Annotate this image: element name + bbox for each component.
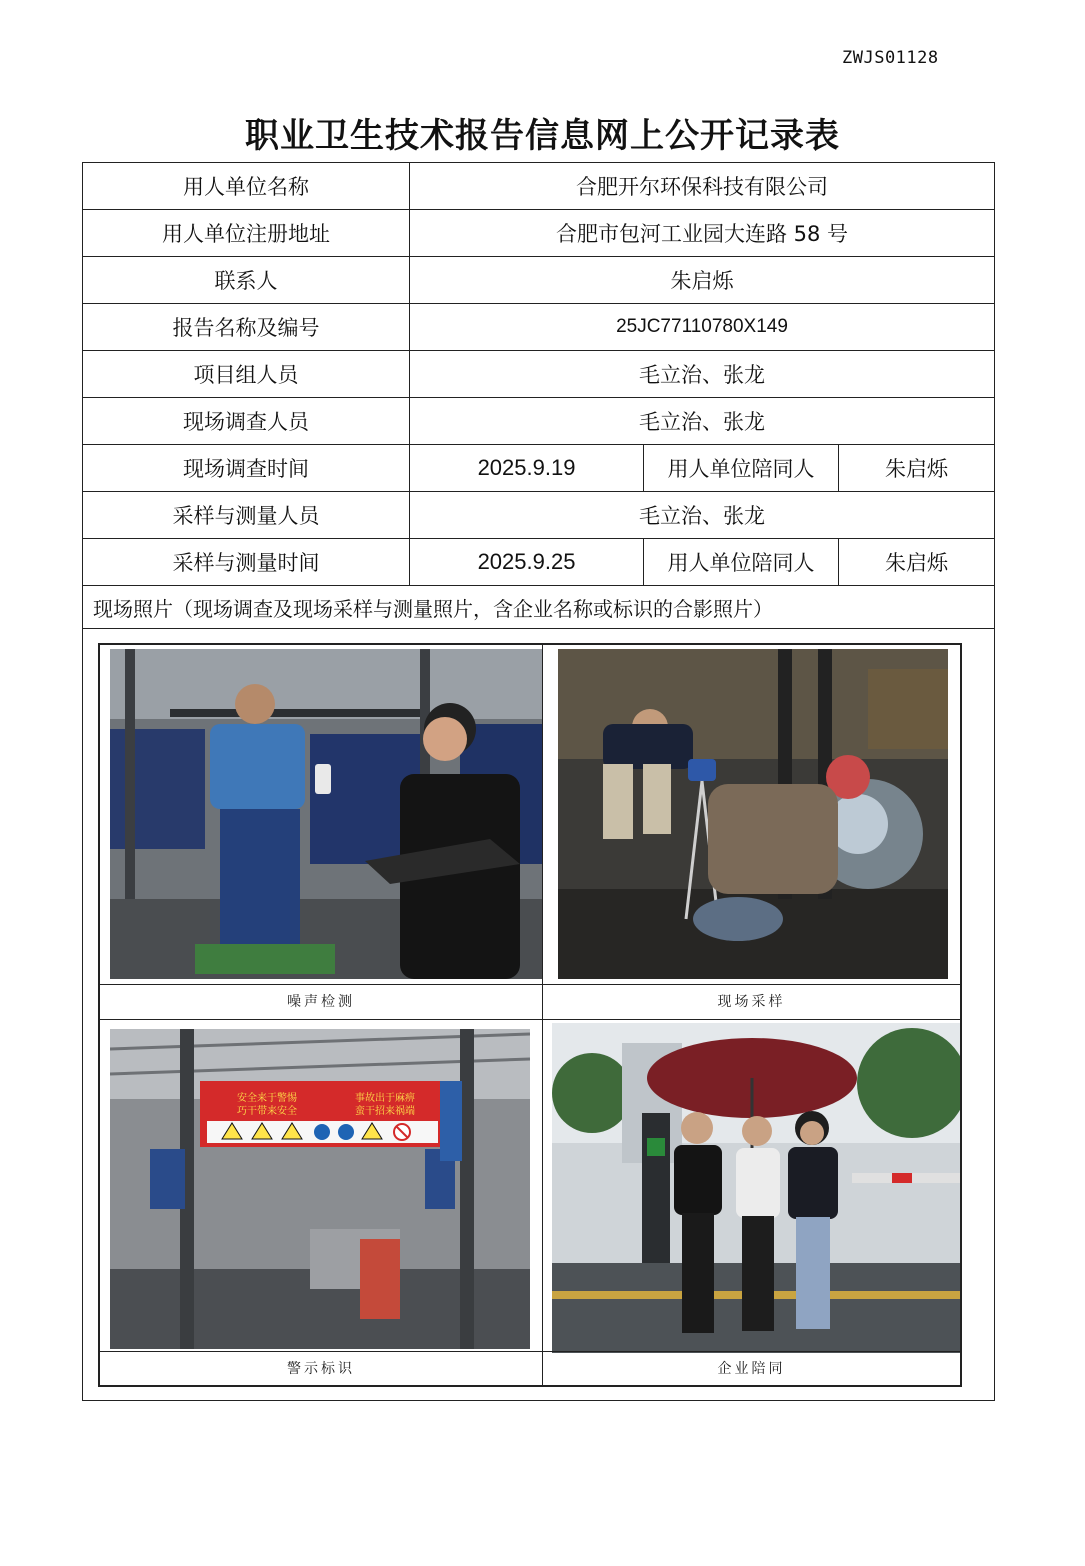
caption-company-escort: 企业陪同 [543, 1351, 960, 1386]
table-row [83, 163, 995, 210]
grid-horizontal-divider [100, 1019, 960, 1020]
table-row [83, 629, 995, 1401]
survey-escort-label: 用人单位陪同人 [644, 445, 839, 492]
photo-noise-detection [110, 649, 542, 979]
survey-escort-value: 朱启烁 [839, 445, 995, 492]
report-label: 报告名称及编号 [83, 304, 410, 351]
record-table [82, 162, 995, 1401]
company-escort-illustration [552, 1023, 960, 1353]
photo-warning-signs [110, 1029, 530, 1349]
table-row [83, 586, 995, 629]
address-label: 用人单位注册地址 [83, 210, 410, 257]
sign-line-4: 蛮干招来祸端 [355, 1106, 415, 1117]
photo-area [83, 629, 995, 1401]
photo-onsite-sampling [558, 649, 948, 979]
photos-label: 现场照片（现场调查及现场采样与测量照片，含企业名称或标识的合影照片） [83, 586, 995, 629]
sign-line-2: 巧干带来安全 [237, 1106, 297, 1117]
sampling-staff-label: 采样与测量人员 [83, 492, 410, 539]
noise-detection-illustration [110, 649, 542, 979]
photo-grid [98, 643, 962, 1387]
table-row [83, 445, 995, 492]
team-label: 项目组人员 [83, 351, 410, 398]
document-code: ZWJS01128 [842, 48, 939, 68]
survey-time-label: 现场调查时间 [83, 445, 410, 492]
page-title: 职业卫生技术报告信息网上公开记录表 [245, 116, 840, 156]
table-row [83, 351, 995, 398]
table-row [83, 492, 995, 539]
contact-value: 朱启烁 [410, 257, 995, 304]
team-value: 毛立治、张龙 [410, 351, 995, 398]
survey-staff-value: 毛立治、张龙 [410, 398, 995, 445]
table-row [83, 304, 995, 351]
caption-warning-signs: 警示标识 [100, 1351, 542, 1386]
table-row [83, 210, 995, 257]
table-row [83, 257, 995, 304]
table-row [83, 398, 995, 445]
sampling-escort-value: 朱启烁 [839, 539, 995, 586]
address-value: 合肥市包河工业园大连路 58 号 [410, 210, 995, 257]
sampling-time-value: 2025.9.25 [410, 539, 644, 586]
caption-onsite-sampling: 现场采样 [543, 984, 960, 1019]
contact-label: 联系人 [83, 257, 410, 304]
table-row [83, 539, 995, 586]
company-label: 用人单位名称 [83, 163, 410, 210]
company-value: 合肥开尔环保科技有限公司 [410, 163, 995, 210]
warning-signs-illustration [110, 1029, 530, 1349]
sign-line-3: 事故出于麻痹 [355, 1093, 415, 1104]
survey-staff-label: 现场调查人员 [83, 398, 410, 445]
caption-noise-detection: 噪声检测 [100, 984, 542, 1019]
sampling-staff-value: 毛立治、张龙 [410, 492, 995, 539]
photo-company-escort [552, 1023, 960, 1353]
onsite-sampling-illustration [558, 649, 948, 979]
survey-time-value: 2025.9.19 [410, 445, 644, 492]
sampling-time-label: 采样与测量时间 [83, 539, 410, 586]
sign-line-1: 安全来于警惕 [237, 1093, 297, 1104]
sampling-escort-label: 用人单位陪同人 [644, 539, 839, 586]
report-value: 25JC77110780X149 [410, 304, 995, 351]
